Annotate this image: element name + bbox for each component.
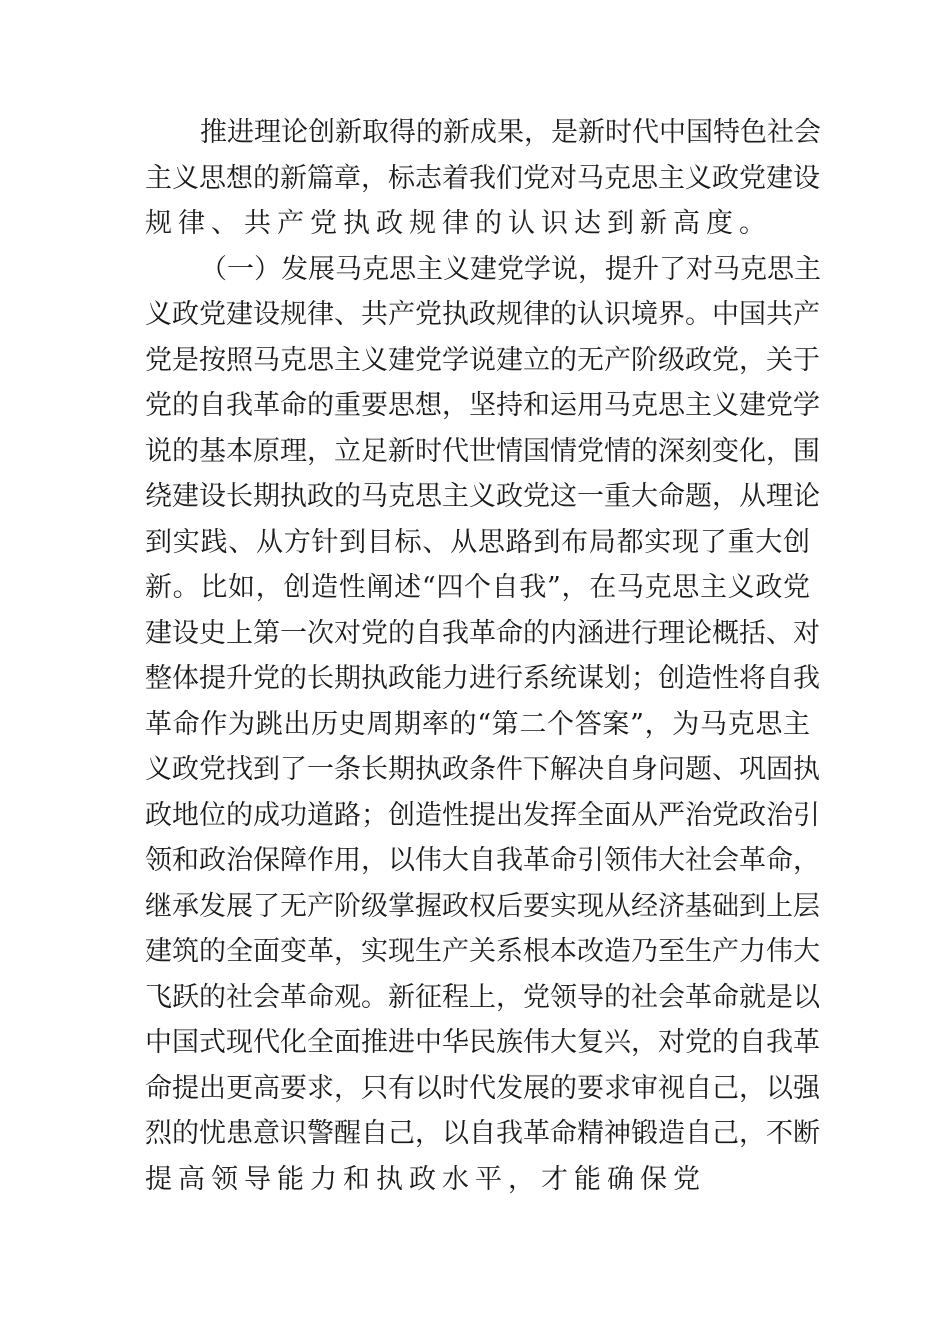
paragraph-line: 提高领导能力和执政水平，才能确保党	[145, 1163, 706, 1195]
paragraph-line: 中国式现代化全面推进中华民族伟大复兴，对党的自我革	[145, 1027, 820, 1058]
paragraph-line: 继承发展了无产阶级掌握政权后要实现从经济基础到上层	[145, 890, 820, 922]
paragraph-2	[145, 247, 821, 1203]
paragraph-line: 规律、共产党执政规律的认识达到新高度。	[145, 208, 772, 239]
paragraph-1	[145, 110, 821, 247]
paragraph-line: 党是按照马克思主义建党学说建立的无产阶级政党，关于	[145, 344, 820, 376]
paragraph-line: 绕建设长期执政的马克思主义政党这一重大命题，从理论	[145, 481, 820, 512]
paragraph-line: 到实践、从方针到目标、从思路到布局都实现了重大创	[145, 526, 810, 558]
paragraph-line: 党的自我革命的重要思想，坚持和运用马克思主义建党学	[145, 390, 820, 421]
paragraph-line: 主义思想的新篇章，标志着我们党对马克思主义政党建设	[145, 162, 820, 194]
paragraph-line: 义政党找到了一条长期执政条件下解决自身问题、巩固执	[145, 754, 820, 785]
paragraph-line: 建设史上第一次对党的自我革命的内涵进行理论概括、对	[145, 617, 820, 649]
paragraph-line: 政地位的成功道路；创造性提出发挥全面从严治党政治引	[145, 799, 820, 831]
paragraph-line: 整体提升党的长期执政能力进行系统谋划；创造性将自我	[145, 663, 820, 694]
paragraph-line: 烈的忧患意识警醒自己，以自我革命精神锻造自己，不断	[145, 1118, 820, 1149]
paragraph-line: 说的基本原理，立足新时代世情国情党情的深刻变化，围	[145, 435, 820, 467]
document-body	[145, 110, 821, 1202]
paragraph-line: 命提出更高要求，只有以时代发展的要求审视自己，以强	[145, 1072, 820, 1104]
paragraph-line: 新。比如，创造性阐述“四个自我”，在马克思主义政党	[145, 572, 810, 603]
paragraph-line: 建筑的全面变革，实现生产关系根本改造乃至生产力伟大	[145, 936, 820, 967]
paragraph-line: 推进理论创新取得的新成果，是新时代中国特色社会	[200, 117, 821, 148]
paragraph-line: 领和政治保障作用，以伟大自我革命引领伟大社会革命，	[145, 845, 820, 876]
paragraph-line: 飞跃的社会革命观。新征程上，党领导的社会革命就是以	[145, 981, 820, 1013]
paragraph-line: 义政党建设规律、共产党执政规律的认识境界。中国共产	[145, 299, 820, 330]
section-heading-line: （一）发展马克思主义建党学说，提升了对马克思主	[200, 253, 821, 285]
paragraph-line: 革命作为跳出历史周期率的“第二个答案”，为马克思主	[145, 708, 810, 740]
